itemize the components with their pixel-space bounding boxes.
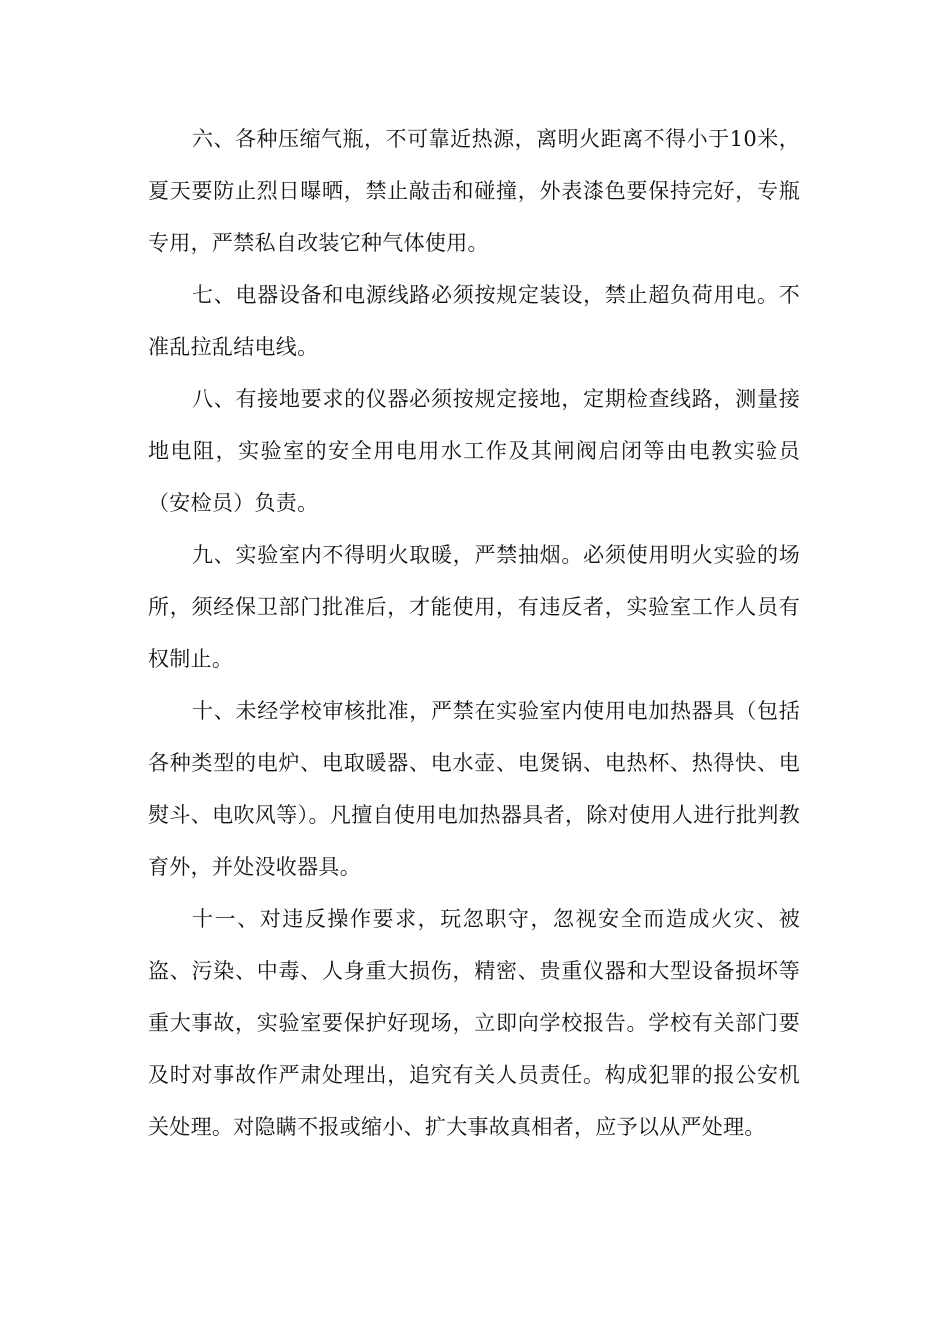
paragraph-11: 十一、对违反操作要求，玩忽职守，忽视安全而造成火灾、被盗、污染、中毒、人身重大损伤，精密、贵重仪器和大型设备损坏等重大事故，实验室要保护好现场，立即向学校报告。学校有关部门要及时对事故作严肃处理出，追究有关人员责任。构成犯罪的报公安机关处理。对隐瞒不报或缩小、扩大事故真相者，应予以从严处理。 <box>148 907 800 1139</box>
document-body <box>148 113 800 1153</box>
paragraph-8: 八、有接地要求的仪器必须按规定接地，定期检查线路，测量接地电阻，实验室的安全用电用水工作及其闸阀启闭等由电教实验员（安检员）负责。 <box>148 387 800 515</box>
paragraph-10: 十、未经学校审核批准，严禁在实验室内使用电加热器具（包括各种类型的电炉、电取暖器、电水壶、电煲锅、电热杯、热得快、电熨斗、电吹风等）。凡擅自使用电加热器具者，除对使用人进行批判教育外，并处没收器具。 <box>148 699 800 879</box>
paragraph-6: 六、各种压缩气瓶，不可靠近热源，离明火距离不得小于10米，夏天要防止烈日曝晒，禁止敲击和碰撞，外表漆色要保持完好，专瓶专用，严禁私自改装它种气体使用。 <box>148 127 800 255</box>
paragraph-7: 七、电器设备和电源线路必须按规定装设，禁止超负荷用电。不准乱拉乱结电线。 <box>148 283 800 359</box>
paragraph-9: 九、实验室内不得明火取暖，严禁抽烟。必须使用明火实验的场所，须经保卫部门批准后，才能使用，有违反者，实验室工作人员有权制止。 <box>148 543 800 671</box>
